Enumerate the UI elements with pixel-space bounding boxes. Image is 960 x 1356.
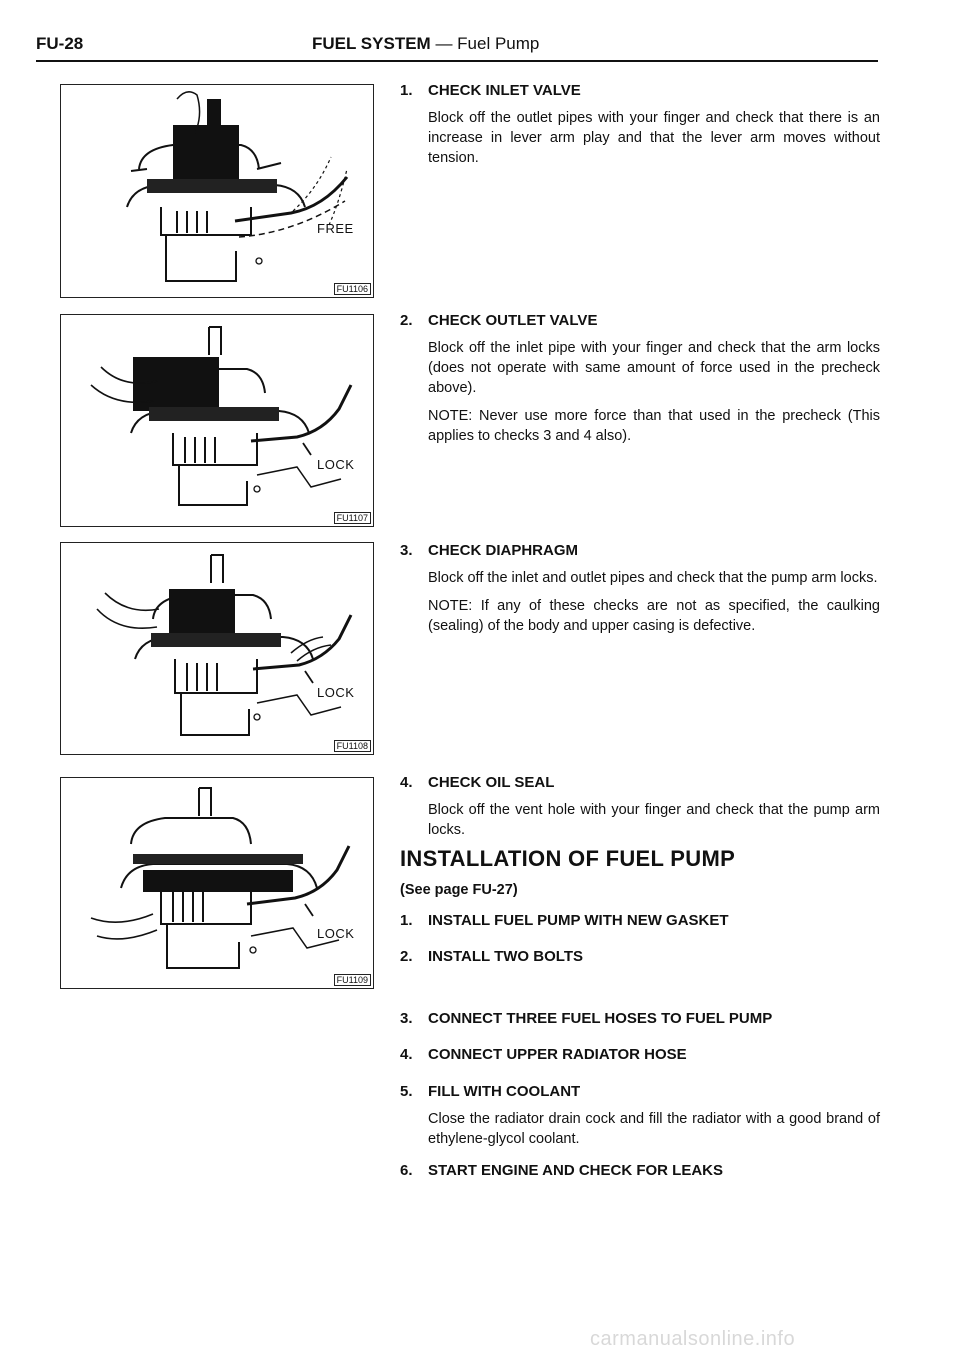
step-title: INSTALL FUEL PUMP WITH NEW GASKET (428, 912, 729, 929)
step-title: INSTALL TWO BOLTS (428, 948, 583, 965)
step-heading (400, 774, 880, 796)
step-text: Block off the inlet pipe with your finger and check that the arm locks (does not operate with same amount of force used in the precheck above). (428, 340, 880, 396)
page-header (36, 30, 878, 62)
step-number: 5. (400, 1083, 413, 1100)
figure-inlet-valve (60, 84, 374, 298)
install-step-3 (400, 1010, 880, 1032)
free-label: FREE (317, 221, 354, 236)
step-heading (400, 1083, 880, 1105)
step-heading (400, 948, 880, 970)
install-step-2 (400, 948, 880, 970)
install-step-5 (400, 1083, 880, 1149)
step-heading (400, 1010, 880, 1032)
figure-code: FU1108 (334, 740, 371, 752)
step-heading (400, 312, 880, 334)
step-heading (400, 542, 880, 564)
step-title: CHECK OIL SEAL (428, 774, 555, 791)
step-text: Block off the vent hole with your finger and check that the pump arm locks. (428, 802, 880, 838)
fuel-pump-illustration (61, 85, 373, 297)
check-outlet-valve (400, 312, 880, 446)
step-number: 2. (400, 948, 413, 965)
check-oil-seal (400, 774, 880, 840)
step-title: CHECK OUTLET VALVE (428, 312, 598, 329)
step-title: START ENGINE AND CHECK FOR LEAKS (428, 1162, 724, 1179)
step-title: CHECK DIAPHRAGM (428, 542, 578, 559)
step-number: 4. (400, 774, 413, 791)
figure-diaphragm (60, 542, 374, 755)
step-number: 3. (400, 1010, 413, 1027)
step-heading (400, 1046, 880, 1068)
section-title (312, 34, 539, 54)
watermark: carmanualsonline.info (590, 1328, 796, 1350)
fuel-pump-illustration (61, 543, 373, 754)
step-text: Close the radiator drain cock and fill the radiator with a good brand of ethylene-glycol coolant. (428, 1111, 880, 1147)
step-number: 1. (400, 912, 413, 929)
install-step-6 (400, 1162, 880, 1184)
figure-code: FU1107 (334, 512, 371, 524)
step-title: CONNECT THREE FUEL HOSES TO FUEL PUMP (428, 1010, 773, 1027)
section-name: FUEL SYSTEM (312, 34, 431, 53)
install-step-1 (400, 912, 880, 934)
step-title: CONNECT UPPER RADIATOR HOSE (428, 1046, 687, 1063)
page-reference: (See page FU-27) (400, 882, 518, 898)
step-title: CHECK INLET VALVE (428, 82, 581, 99)
fuel-pump-illustration (61, 315, 373, 526)
lock-label: LOCK (317, 685, 355, 700)
step-note: NOTE: Never use more force than that used in the precheck (This applies to checks 3 and 4 also). (428, 408, 880, 444)
lock-label: LOCK (317, 926, 355, 941)
check-inlet-valve (400, 82, 880, 168)
step-number: 6. (400, 1162, 413, 1179)
step-number: 2. (400, 312, 413, 329)
step-title: FILL WITH COOLANT (428, 1083, 581, 1100)
step-text: Block off the outlet pipes with your finger and check that there is an increase in lever arm play and that the lever arm moves without tension. (428, 110, 880, 166)
check-diaphragm (400, 542, 880, 636)
step-heading (400, 82, 880, 104)
figure-code: FU1106 (334, 283, 371, 295)
install-step-4 (400, 1046, 880, 1068)
installation-heading: INSTALLATION OF FUEL PUMP (400, 846, 736, 871)
figure-code: FU1109 (334, 974, 371, 986)
step-number: 3. (400, 542, 413, 559)
step-number: 1. (400, 82, 413, 99)
subsection-name: — Fuel Pump (435, 34, 540, 53)
figure-outlet-valve (60, 314, 374, 527)
step-heading (400, 912, 880, 934)
step-heading (400, 1162, 880, 1184)
fuel-pump-illustration (61, 778, 373, 988)
page-number: FU-28 (36, 34, 84, 53)
lock-label: LOCK (317, 457, 355, 472)
step-text: Block off the inlet and outlet pipes and check that the pump arm locks. (428, 570, 878, 586)
step-note: NOTE: If any of these checks are not as specified, the caulking (sealing) of the body and upper casing is defective. (428, 598, 880, 634)
step-number: 4. (400, 1046, 413, 1063)
figure-oil-seal (60, 777, 374, 989)
